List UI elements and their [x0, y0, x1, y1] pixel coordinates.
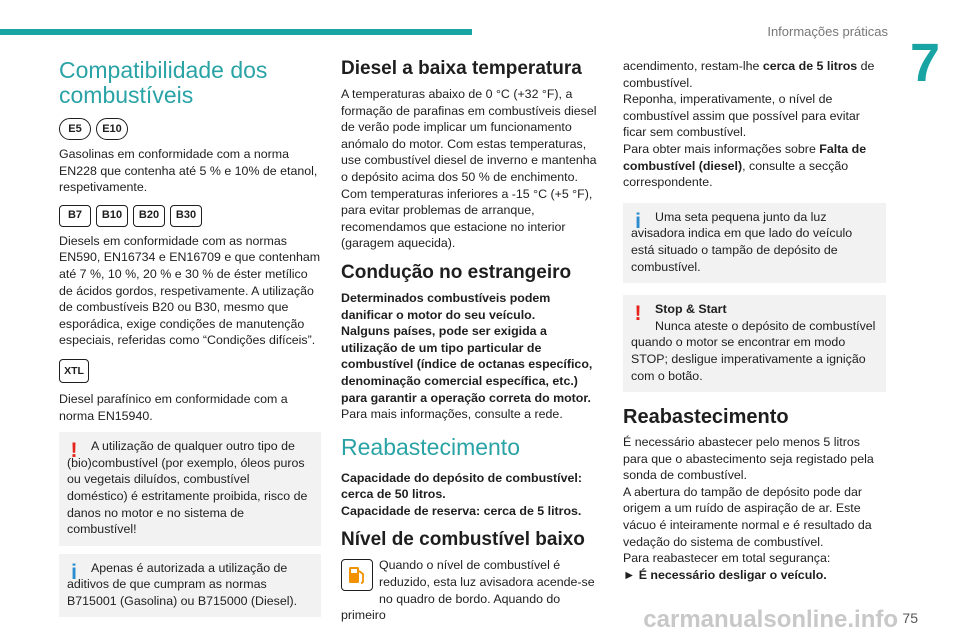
warning-note	[59, 432, 321, 546]
info-text: Apenas é autorizada a utilização de aditivos de que cumpram as normas B715001 (Gasolina) ou B715000 (Diesel).	[67, 560, 298, 608]
refill-text: Reponha, imperativamente, o nível de combustível assim que possível para evitar ficar sem combustível.	[623, 92, 860, 140]
refuel-text-2: A abertura do tampão de depósito pode dar origem a um ruído de aspiração de ar. Este vácuo é inteiramente normal e é resultado da vedação do sistema de combustível.	[623, 484, 872, 549]
stop-start-note	[623, 295, 886, 392]
info-note	[59, 554, 321, 618]
reserve-capacity: Capacidade de reserva: cerca de 5 litros.	[341, 503, 582, 518]
low-temp-text-1: A temperaturas abaixo de 0 °C (+32 °F), a formação de parafinas em combustíveis diesel de verão pode implicar um funcionamento anómalo do motor. Com estas temperaturas, use combustível diesel de inverno e mantenha o depósito acima dos 50 % de enchimento.	[341, 87, 597, 184]
e5-badge: E5	[59, 118, 91, 140]
b10-badge: B10	[96, 205, 128, 227]
low-fuel-heading: Nível de combustível baixo	[341, 529, 585, 551]
fuel-pump-icon	[341, 559, 373, 591]
warning-text: A utilização de qualquer outro tipo de (bio)combustível (por exemplo, óleos puros ou vegetais diluídos, combustível doméstico) é estritamente proibida, risco de danos no motor e no sistema de combustível!	[67, 439, 308, 537]
header-accent-bar	[0, 29, 472, 35]
refuel-step: ► É necessário desligar o veículo.	[623, 567, 827, 582]
e10-badge: E10	[96, 118, 128, 140]
b20-badge: B20	[133, 205, 165, 227]
watermark: carmanualsonline.info	[643, 606, 898, 633]
xtl-badge: XTL	[59, 359, 89, 383]
low-temp-text-2: Com temperaturas inferiores a -15 °C (+5 °F), para evitar problemas de arranque, recomendamos que estacione no interior (garagem aquecida).	[341, 186, 593, 251]
b7-badge: B7	[59, 205, 91, 227]
petrol-text: Gasolinas em conformidade com a norma EN228 que contenha até 5 % e 10% de etanol, respetivamente.	[59, 147, 318, 195]
column-3	[623, 58, 886, 583]
low-fuel-text: Quando o nível de combustível é reduzido, esta luz avisadora acende-se no quadro de bordo. Aquando do primeiro	[341, 558, 595, 623]
b30-badge: B30	[170, 205, 202, 227]
refuel-text-3: Para reabastecer em total segurança:	[623, 551, 831, 566]
more-info-text: Para obter mais informações sobre Falta de combustível (diesel), consulte a secção correspondente.	[623, 141, 867, 190]
petrol-badges	[59, 118, 321, 140]
exclamation-icon: !	[634, 302, 642, 326]
refuel-text-1: É necessário abastecer pelo menos 5 litros para que o abastecimento seja registado pela sonda de combustível.	[623, 435, 874, 483]
abroad-bold-2: Nalguns países, pode ser exigida a utilização de um tipo particular de combustível (índice de octanas específico, denominação comercial específica, etc.) para garantir a operação correta do motor.	[341, 324, 593, 405]
stop-start-title: Stop & Start	[655, 302, 727, 317]
abroad-heading: Condução no estrangeiro	[341, 261, 572, 283]
compat-heading: Compatibilidade dos combustíveis	[59, 57, 268, 108]
refuel-heading: Reabastecimento	[341, 433, 520, 460]
stop-start-text: Nunca ateste o depósito de combustível quando o motor se encontrar em modo STOP; desligue imperativamente a ignição com o botão.	[631, 318, 876, 383]
low-fuel-continued: acendimento, restam-lhe cerca de 5 litros de combustível.	[623, 59, 875, 90]
abroad-text: Para mais informações, consulte a rede.	[341, 407, 563, 422]
arrow-info-text: Uma seta pequena junto da luz avisadora indica em que lado do veículo está situado o tampão de depósito de combustível.	[631, 209, 853, 274]
abroad-bold-1: Determinados combustíveis podem danificar o motor do seu veículo.	[341, 290, 551, 322]
section-title: Informações práticas	[767, 24, 888, 39]
tank-capacity: Capacidade do depósito de combustível: cerca de 50 litros.	[341, 470, 582, 502]
exclamation-icon: !	[70, 439, 78, 463]
chapter-number: 7	[909, 33, 940, 93]
column-2	[341, 58, 603, 624]
refueling-heading: Reabastecimento	[623, 406, 789, 429]
info-icon: i	[635, 209, 641, 233]
column-1	[59, 58, 321, 625]
xtl-text: Diesel parafínico em conformidade com a norma EN15940.	[59, 391, 288, 423]
diesel-badges	[59, 205, 321, 227]
page-number: 75	[902, 610, 918, 626]
arrow-info-note	[623, 203, 886, 283]
info-icon: i	[71, 560, 77, 584]
diesel-text: Diesels em conformidade com as normas EN590, EN16734 e EN16709 e que contenham até 7 %, 10 %, 20 % e 30 % de éster metílico de ácidos gordos, respetivamente. A utilização de combustíveis B20 ou B30, mesmo que esporádica, exige condições de manutenção especiais, referidas como “Condições difíceis”.	[59, 233, 321, 348]
low-temp-heading: Diesel a baixa temperatura	[341, 58, 582, 79]
